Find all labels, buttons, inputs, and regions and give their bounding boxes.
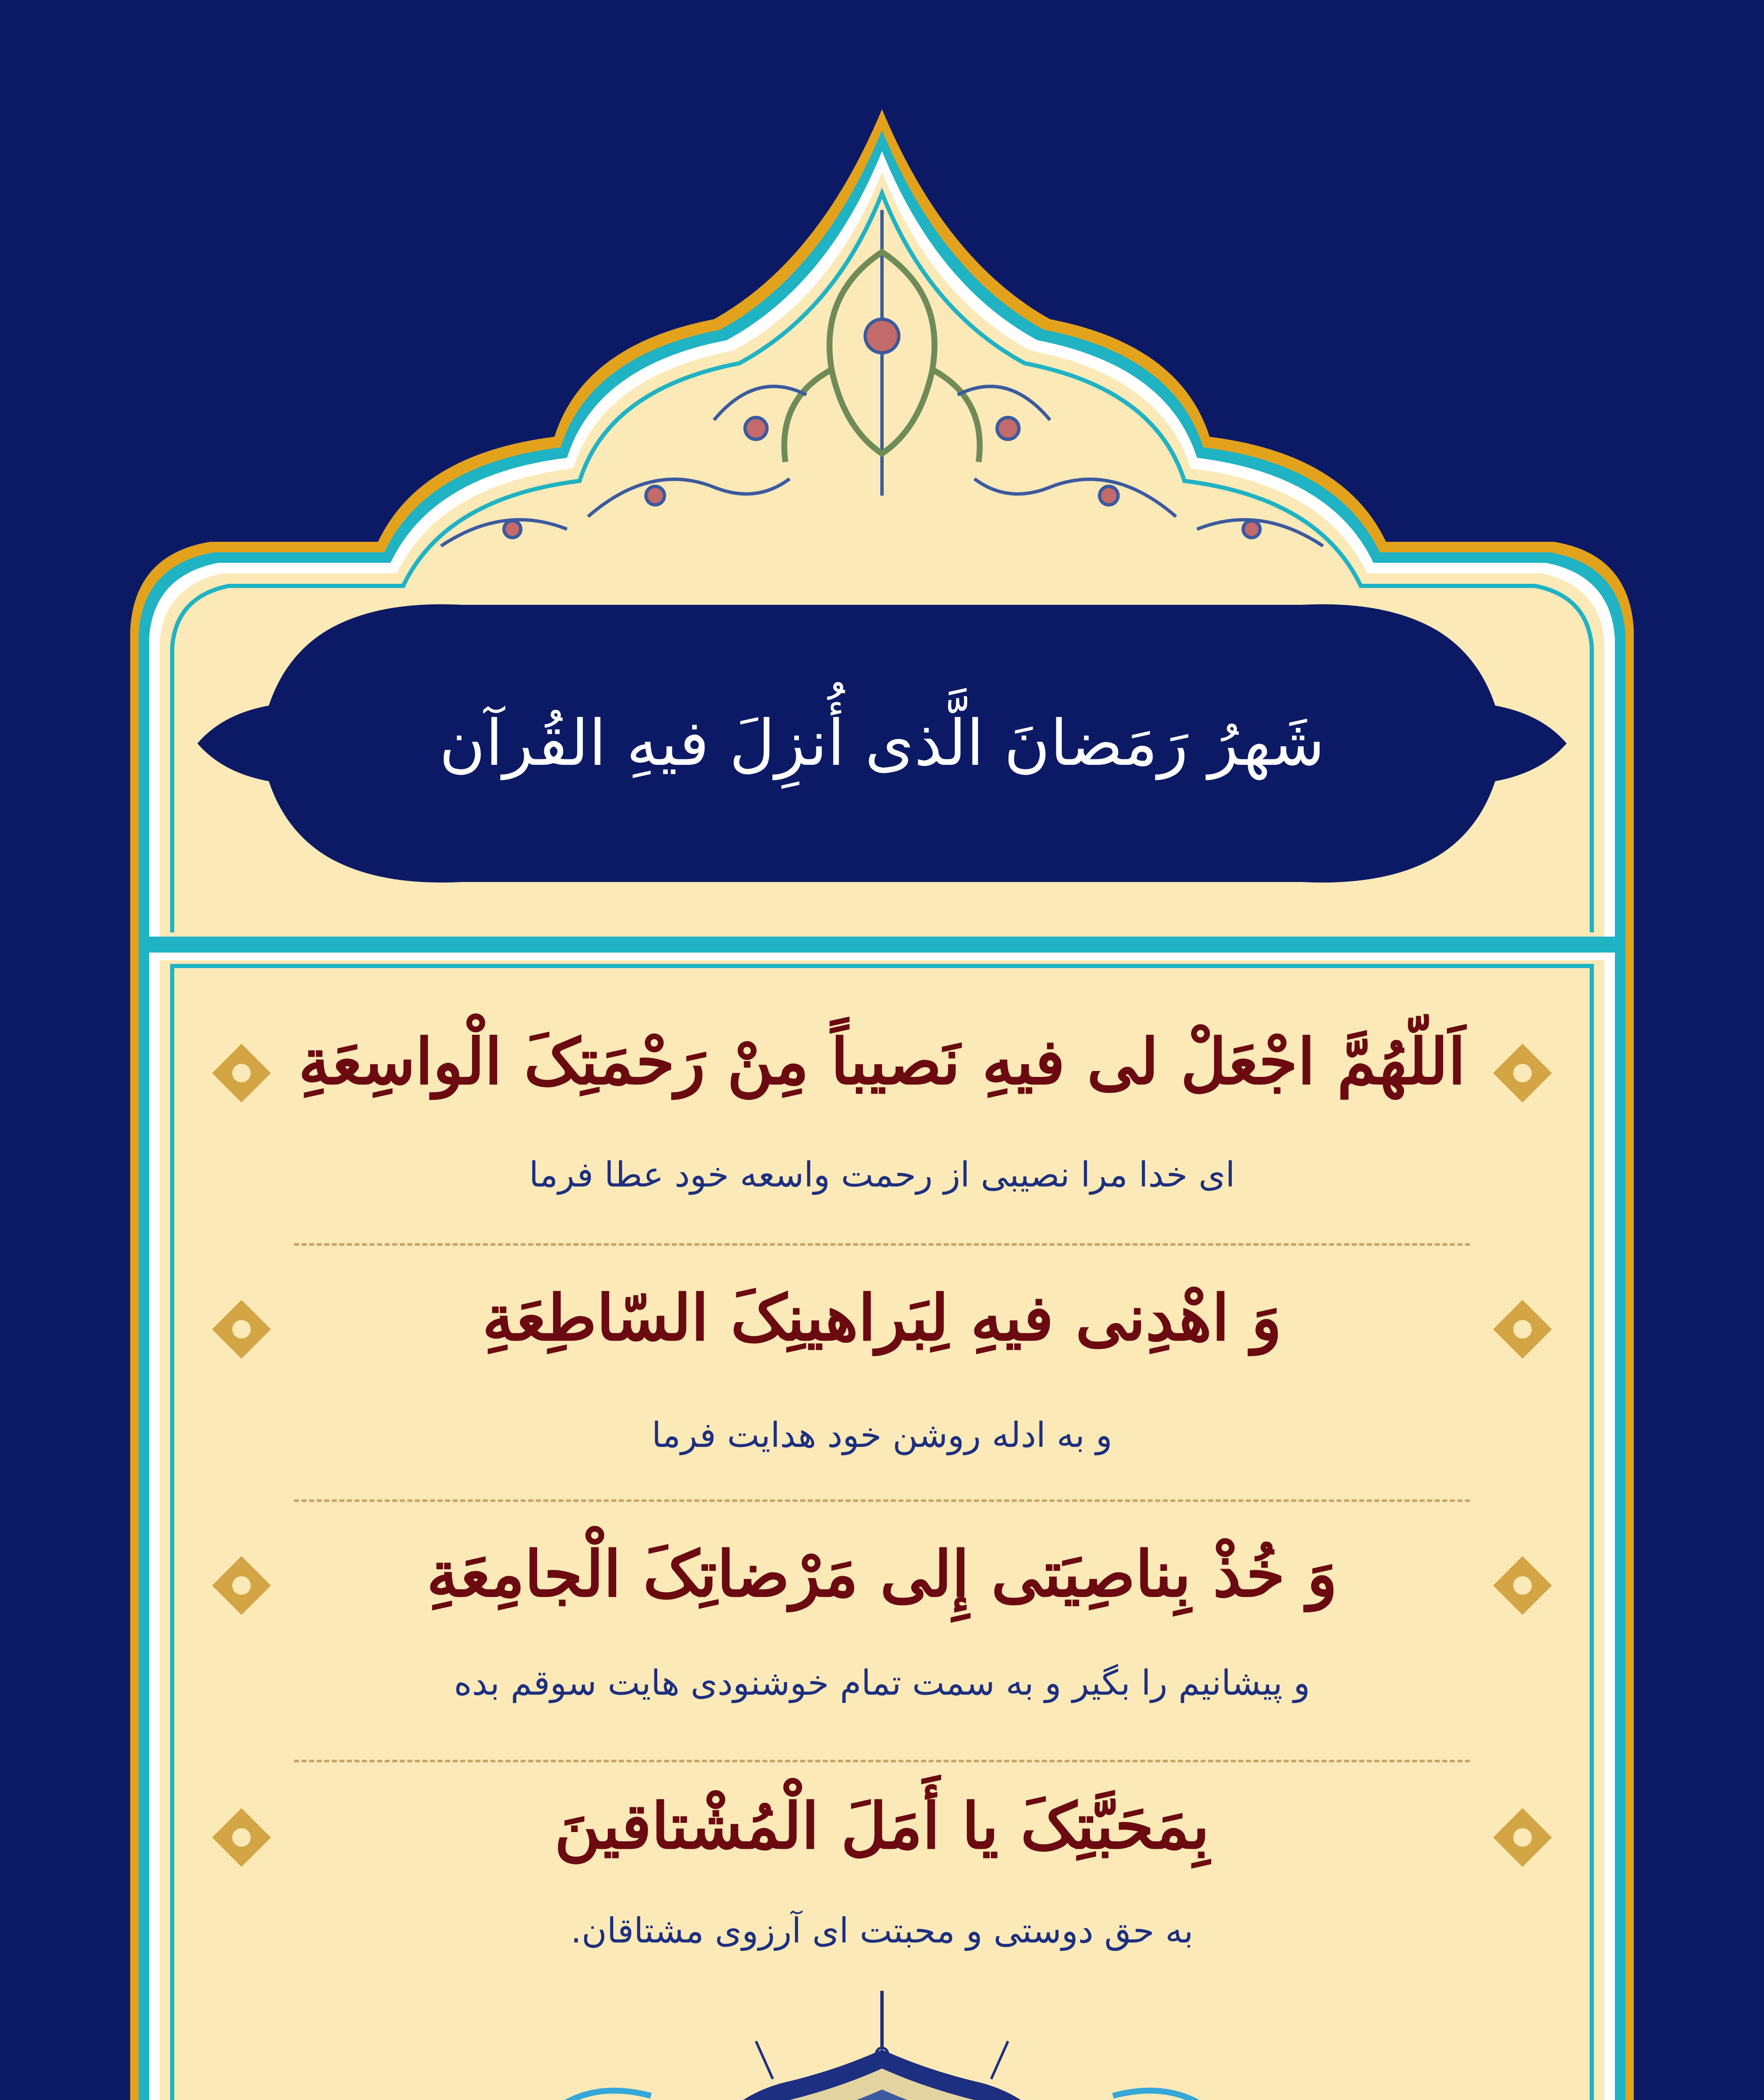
verse-translation: ای خدا مرا نصیبی از رحمت واسعه خود عطا فرما	[529, 1155, 1235, 1195]
verse-translation: و به ادله روشن خود هدایت فرما	[651, 1415, 1113, 1455]
verse-row-4	[202, 1781, 1562, 1970]
verse-row-3	[202, 1529, 1562, 1764]
diamond-ornament-icon	[1491, 1298, 1554, 1361]
verse-arabic: وَ خُذْ بِناصِیَتی إِلی مَرْضاتِکَ الْجامِعَةِ	[426, 1537, 1338, 1611]
verse-translation: به حق دوستی و محبتت ای آرزوی مشتاقان.	[570, 1911, 1194, 1951]
diamond-ornament-icon	[1491, 1554, 1554, 1617]
verse-arabic: وَ اهْدِنی فیهِ لِبَراهینِکَ السّاطِعَةِ	[482, 1281, 1282, 1355]
title-calligraphy: شَهرُ رَمَضانَ الَّذی أُنزِلَ فیهِ القُرآن	[439, 706, 1325, 780]
separator-band	[149, 937, 1615, 953]
diamond-ornament-icon	[1491, 1042, 1554, 1105]
verse-translation: و پیشانیم را بگیر و به سمت تمام خوشنودی هایت سوقم بده	[454, 1663, 1310, 1703]
verse-row-2	[202, 1273, 1562, 1520]
diamond-ornament-icon	[210, 1298, 273, 1361]
verse-arabic: اَللّهُمَّ اجْعَلْ لی فیهِ نَصیباً مِنْ رَحْمَتِکَ الْواسِعَةِ	[298, 1025, 1466, 1099]
diamond-ornament-icon	[210, 1042, 273, 1105]
verse-arabic: بِمَحَبَّتِکَ یا أَمَلَ الْمُشْتاقینَ	[554, 1789, 1210, 1863]
verse-divider	[294, 1499, 1470, 1502]
diamond-ornament-icon	[1491, 1806, 1554, 1869]
verse-divider	[294, 1760, 1470, 1762]
verse-divider	[294, 1243, 1470, 1246]
diamond-ornament-icon	[210, 1554, 273, 1617]
verse-row-1	[202, 1016, 1562, 1264]
diamond-ornament-icon	[210, 1806, 273, 1869]
